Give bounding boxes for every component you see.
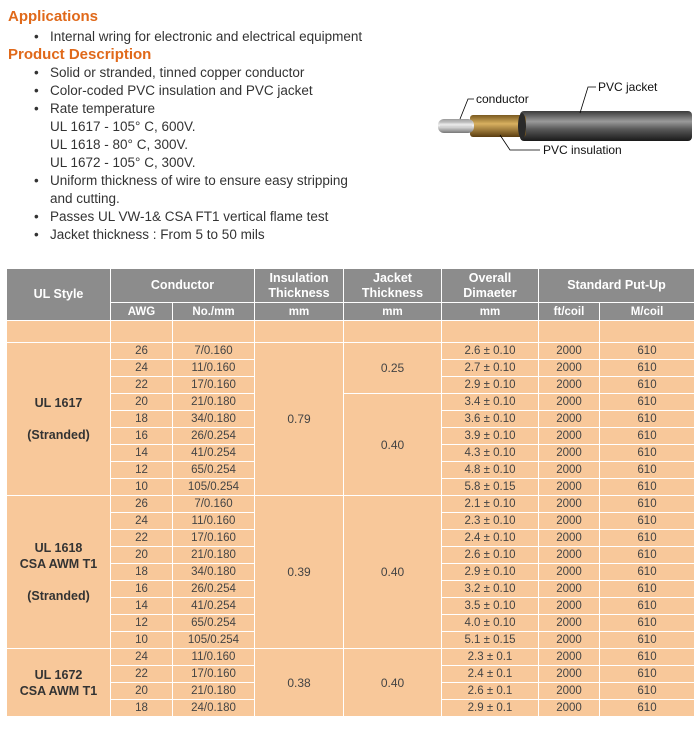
- m-coil-cell: 610: [600, 360, 695, 377]
- header-insulation-thickness: Insulation Thickness: [255, 269, 344, 303]
- m-coil-cell: 610: [600, 496, 695, 513]
- diameter-cell: 2.1 ± 0.10: [442, 496, 539, 513]
- jacket-label: PVC jacket: [598, 80, 658, 94]
- ul-style-cell: [7, 649, 111, 717]
- wire-diagram: [430, 75, 695, 160]
- awg-cell: 20: [111, 683, 173, 700]
- ft-coil-cell: 2000: [539, 377, 600, 394]
- strand-cell: 21/0.180: [173, 683, 255, 700]
- diameter-cell: 2.6 ± 0.1: [442, 683, 539, 700]
- ul-style-cell: [7, 343, 111, 496]
- m-coil-cell: 610: [600, 632, 695, 649]
- conductor-label: conductor: [476, 92, 529, 106]
- m-coil-cell: 610: [600, 377, 695, 394]
- jacket-cell: 0.40: [344, 394, 442, 496]
- description-item: [32, 64, 348, 82]
- diameter-cell: 3.2 ± 0.10: [442, 581, 539, 598]
- table-row: [7, 649, 695, 666]
- m-coil-cell: 610: [600, 343, 695, 360]
- product-description-list: [32, 64, 348, 244]
- awg-cell: 24: [111, 649, 173, 666]
- m-coil-cell: 610: [600, 683, 695, 700]
- subheader-m-coil: M/coil: [600, 303, 695, 321]
- spec-table: [6, 268, 695, 717]
- ft-coil-cell: 2000: [539, 428, 600, 445]
- m-coil-cell: 610: [600, 394, 695, 411]
- application-item: [32, 28, 362, 46]
- application-item-text: Internal wring for electronic and electrical equipment: [50, 29, 363, 44]
- strand-cell: 41/0.254: [173, 445, 255, 462]
- awg-cell: 20: [111, 547, 173, 564]
- jacket-cell: 0.40: [344, 496, 442, 649]
- ft-coil-cell: 2000: [539, 530, 600, 547]
- ul-style-line: CSA AWM T1: [19, 683, 98, 698]
- diameter-cell: 2.6 ± 0.10: [442, 343, 539, 360]
- strand-cell: 11/0.160: [173, 649, 255, 666]
- diameter-cell: 3.9 ± 0.10: [442, 428, 539, 445]
- m-coil-cell: 610: [600, 564, 695, 581]
- m-coil-cell: 610: [600, 530, 695, 547]
- awg-cell: 14: [111, 598, 173, 615]
- diameter-cell: 2.9 ± 0.10: [442, 377, 539, 394]
- awg-cell: 14: [111, 445, 173, 462]
- m-coil-cell: 610: [600, 581, 695, 598]
- ft-coil-cell: 2000: [539, 547, 600, 564]
- diameter-cell: 5.8 ± 0.15: [442, 479, 539, 496]
- ul-style-line: [7, 572, 110, 588]
- description-subline: UL 1617 - 105° C, 600V.: [50, 119, 196, 134]
- awg-cell: 20: [111, 394, 173, 411]
- diameter-cell: 2.4 ± 0.10: [442, 530, 539, 547]
- strand-cell: 17/0.160: [173, 377, 255, 394]
- insulation-cell: 0.79: [255, 343, 344, 496]
- subheader-no-mm: No./mm: [173, 303, 255, 321]
- ul-style-line: (Stranded): [27, 428, 90, 442]
- strand-cell: 11/0.160: [173, 360, 255, 377]
- header-jacket-thickness: Jacket Thickness: [344, 269, 442, 303]
- ft-coil-cell: 2000: [539, 411, 600, 428]
- ft-coil-cell: 2000: [539, 700, 600, 717]
- description-item-text: Passes UL VW-1& CSA FT1 vertical flame test: [50, 209, 329, 224]
- diameter-cell: 2.3 ± 0.10: [442, 513, 539, 530]
- description-item-text: Uniform thickness of wire to ensure easy stripping: [50, 173, 348, 188]
- awg-cell: 18: [111, 700, 173, 717]
- strand-cell: 65/0.254: [173, 615, 255, 632]
- applications-list: [32, 28, 362, 46]
- insulation-label: PVC insulation: [543, 143, 622, 157]
- strand-cell: 26/0.254: [173, 428, 255, 445]
- description-item-text: Jacket thickness : From 5 to 50 mils: [50, 227, 265, 242]
- awg-cell: 12: [111, 462, 173, 479]
- ul-style-line: UL 1617: [34, 396, 83, 410]
- ft-coil-cell: 2000: [539, 649, 600, 666]
- description-item: [32, 172, 348, 208]
- jacket-cell: 0.40: [344, 649, 442, 717]
- m-coil-cell: 610: [600, 411, 695, 428]
- m-coil-cell: 610: [600, 479, 695, 496]
- diameter-cell: 2.7 ± 0.10: [442, 360, 539, 377]
- description-item: [32, 100, 348, 172]
- header-overall-diameter: Overall Dimaeter: [442, 269, 539, 303]
- awg-cell: 18: [111, 411, 173, 428]
- description-item-text: Rate temperature: [50, 101, 156, 116]
- ft-coil-cell: 2000: [539, 564, 600, 581]
- jacket-cell: 0.25: [344, 343, 442, 394]
- strand-cell: 7/0.160: [173, 496, 255, 513]
- jacket-leader: [580, 87, 596, 113]
- header-conductor: Conductor: [111, 269, 255, 303]
- description-subline: and cutting.: [50, 191, 120, 206]
- diameter-cell: 3.5 ± 0.10: [442, 598, 539, 615]
- m-coil-cell: 610: [600, 462, 695, 479]
- ul-style-line: UL 1618: [34, 541, 83, 555]
- ft-coil-cell: 2000: [539, 496, 600, 513]
- ft-coil-cell: 2000: [539, 598, 600, 615]
- subheader-insulation-unit: mm: [255, 303, 344, 321]
- m-coil-cell: 610: [600, 700, 695, 717]
- subheader-awg: AWG: [111, 303, 173, 321]
- product-description-title: Product Description: [8, 46, 152, 63]
- strand-cell: 26/0.254: [173, 581, 255, 598]
- ul-style-line: (Stranded): [27, 589, 90, 603]
- insulation-cell: 0.39: [255, 496, 344, 649]
- ft-coil-cell: 2000: [539, 479, 600, 496]
- awg-cell: 12: [111, 615, 173, 632]
- ul-style-line: [7, 411, 110, 427]
- awg-cell: 18: [111, 564, 173, 581]
- strand-cell: 105/0.254: [173, 479, 255, 496]
- awg-cell: 22: [111, 377, 173, 394]
- strand-cell: 21/0.180: [173, 547, 255, 564]
- awg-cell: 22: [111, 666, 173, 683]
- strand-cell: 41/0.254: [173, 598, 255, 615]
- m-coil-cell: 610: [600, 428, 695, 445]
- insulation-cell: 0.38: [255, 649, 344, 717]
- diameter-cell: 3.6 ± 0.10: [442, 411, 539, 428]
- diameter-cell: 4.3 ± 0.10: [442, 445, 539, 462]
- diameter-cell: 2.6 ± 0.10: [442, 547, 539, 564]
- strand-cell: 17/0.160: [173, 666, 255, 683]
- strand-cell: 11/0.160: [173, 513, 255, 530]
- m-coil-cell: 610: [600, 513, 695, 530]
- awg-cell: 22: [111, 530, 173, 547]
- diameter-cell: 2.3 ± 0.1: [442, 649, 539, 666]
- ft-coil-cell: 2000: [539, 394, 600, 411]
- subheader-ft-coil: ft/coil: [539, 303, 600, 321]
- table-row: [7, 394, 695, 411]
- diameter-cell: 4.8 ± 0.10: [442, 462, 539, 479]
- insulation-shape: [470, 113, 526, 139]
- m-coil-cell: 610: [600, 666, 695, 683]
- ft-coil-cell: 2000: [539, 581, 600, 598]
- diameter-cell: 5.1 ± 0.15: [442, 632, 539, 649]
- description-subline: UL 1672 - 105° C, 300V.: [50, 155, 196, 170]
- diameter-cell: 4.0 ± 0.10: [442, 615, 539, 632]
- strand-cell: 105/0.254: [173, 632, 255, 649]
- diameter-cell: 3.4 ± 0.10: [442, 394, 539, 411]
- strand-cell: 34/0.180: [173, 564, 255, 581]
- awg-cell: 24: [111, 360, 173, 377]
- ft-coil-cell: 2000: [539, 360, 600, 377]
- description-item: [32, 82, 348, 100]
- diameter-cell: 2.4 ± 0.1: [442, 666, 539, 683]
- description-item-text: Solid or stranded, tinned copper conductor: [50, 65, 305, 80]
- subheader-diameter-unit: mm: [442, 303, 539, 321]
- m-coil-cell: 610: [600, 598, 695, 615]
- diameter-cell: 2.9 ± 0.10: [442, 564, 539, 581]
- ft-coil-cell: 2000: [539, 683, 600, 700]
- strand-cell: 24/0.180: [173, 700, 255, 717]
- awg-cell: 16: [111, 581, 173, 598]
- strand-cell: 65/0.254: [173, 462, 255, 479]
- strand-cell: 17/0.160: [173, 530, 255, 547]
- ft-coil-cell: 2000: [539, 445, 600, 462]
- awg-cell: 24: [111, 513, 173, 530]
- header-standard-put-up: Standard Put-Up: [539, 269, 695, 303]
- ft-coil-cell: 2000: [539, 462, 600, 479]
- description-item: [32, 226, 348, 244]
- table-row: [7, 496, 695, 513]
- conductor-shape: [438, 119, 474, 133]
- m-coil-cell: 610: [600, 445, 695, 462]
- m-coil-cell: 610: [600, 615, 695, 632]
- ul-style-line: UL 1672: [34, 667, 83, 682]
- awg-cell: 26: [111, 343, 173, 360]
- awg-cell: 10: [111, 479, 173, 496]
- strand-cell: 21/0.180: [173, 394, 255, 411]
- strand-cell: 34/0.180: [173, 411, 255, 428]
- m-coil-cell: 610: [600, 649, 695, 666]
- table-spacer-row: [7, 321, 695, 343]
- jacket-shape: [520, 111, 692, 141]
- ft-coil-cell: 2000: [539, 343, 600, 360]
- awg-cell: 16: [111, 428, 173, 445]
- description-subline: UL 1618 - 80° C, 300V.: [50, 137, 188, 152]
- ft-coil-cell: 2000: [539, 615, 600, 632]
- header-ul-style: UL Style: [7, 269, 111, 321]
- strand-cell: 7/0.160: [173, 343, 255, 360]
- diameter-cell: 2.9 ± 0.1: [442, 700, 539, 717]
- ul-style-cell: [7, 496, 111, 649]
- table-row: [7, 343, 695, 360]
- ul-style-line: CSA AWM T1: [19, 557, 98, 571]
- ft-coil-cell: 2000: [539, 513, 600, 530]
- subheader-jacket-unit: mm: [344, 303, 442, 321]
- m-coil-cell: 610: [600, 547, 695, 564]
- ft-coil-cell: 2000: [539, 632, 600, 649]
- ft-coil-cell: 2000: [539, 666, 600, 683]
- awg-cell: 10: [111, 632, 173, 649]
- description-item-text: Color-coded PVC insulation and PVC jacket: [50, 83, 313, 98]
- awg-cell: 26: [111, 496, 173, 513]
- applications-title: Applications: [8, 8, 99, 25]
- description-item: [32, 208, 348, 226]
